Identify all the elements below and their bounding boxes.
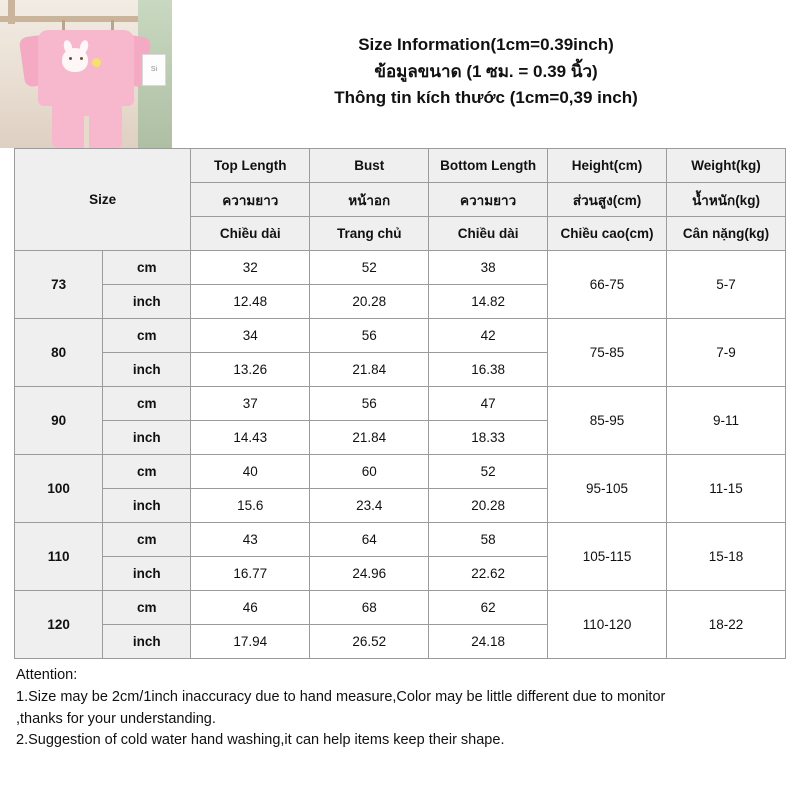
bust-inch: 26.52: [310, 625, 429, 659]
weight-range: 11-15: [667, 455, 786, 523]
top-length-cm: 40: [191, 455, 310, 489]
bust-cm: 56: [310, 387, 429, 421]
bottom-length-inch: 20.28: [429, 489, 548, 523]
attention-line-2: ,thanks for your understanding.: [16, 710, 216, 727]
bottom-length-cm: 47: [429, 387, 548, 421]
weight-range: 7-9: [667, 319, 786, 387]
bunny-eye-right: [80, 57, 83, 60]
bottom-length-inch: 16.38: [429, 353, 548, 387]
unit-cm: cm: [103, 387, 191, 421]
attention-line-3: 2.Suggestion of cold water hand washing,it can help items keep their shape.: [16, 732, 505, 749]
title-block: [172, 0, 800, 148]
size-value: 73: [15, 251, 103, 319]
height-range: 105-115: [548, 523, 667, 591]
header-bust-en: Bust: [310, 149, 429, 183]
unit-inch: inch: [103, 489, 191, 523]
title-line-th: ข้อมูลขนาด (1 ซม. = 0.39 นิ้ว): [374, 61, 598, 81]
unit-inch: inch: [103, 285, 191, 319]
unit-cm: cm: [103, 591, 191, 625]
top-length-inch: 17.94: [191, 625, 310, 659]
bust-cm: 60: [310, 455, 429, 489]
title-line-vi: Thông tin kích thước (1cm=0,39 inch): [334, 88, 638, 108]
unit-cm: cm: [103, 455, 191, 489]
bottom-length-cm: 52: [429, 455, 548, 489]
height-range: 85-95: [548, 387, 667, 455]
table-header-row-en: [15, 149, 786, 183]
top-length-inch: 15.6: [191, 489, 310, 523]
size-column-header: Size: [15, 149, 191, 251]
product-photo: [0, 0, 172, 148]
bottom-length-cm: 58: [429, 523, 548, 557]
header-weight-vi: Cân nặng(kg): [667, 217, 786, 251]
bust-cm: 52: [310, 251, 429, 285]
hang-tag: Si: [142, 54, 166, 86]
height-range: 66-75: [548, 251, 667, 319]
bust-inch: 21.84: [310, 353, 429, 387]
header-area: [0, 0, 800, 148]
bottom-length-cm: 62: [429, 591, 548, 625]
top-length-cm: 34: [191, 319, 310, 353]
weight-range: 5-7: [667, 251, 786, 319]
table-row: [15, 591, 786, 625]
bottom-length-inch: 24.18: [429, 625, 548, 659]
table-row: [15, 251, 786, 285]
bust-cm: 56: [310, 319, 429, 353]
header-bottom-length-en: Bottom Length: [429, 149, 548, 183]
weight-range: 18-22: [667, 591, 786, 659]
size-value: 110: [15, 523, 103, 591]
header-height-vi: Chiều cao(cm): [548, 217, 667, 251]
header-weight-th: น้ำหนัก(kg): [667, 183, 786, 217]
unit-inch: inch: [103, 625, 191, 659]
header-bottom-length-th: ความยาว: [429, 183, 548, 217]
bottom-length-inch: 18.33: [429, 421, 548, 455]
bottom-length-cm: 42: [429, 319, 548, 353]
height-range: 75-85: [548, 319, 667, 387]
weight-range: 15-18: [667, 523, 786, 591]
weight-range: 9-11: [667, 387, 786, 455]
top-length-cm: 32: [191, 251, 310, 285]
header-height-en: Height(cm): [548, 149, 667, 183]
pants-leg-gap: [84, 116, 89, 148]
size-value: 100: [15, 455, 103, 523]
header-weight-en: Weight(kg): [667, 149, 786, 183]
unit-cm: cm: [103, 319, 191, 353]
top-length-inch: 16.77: [191, 557, 310, 591]
table-row: [15, 455, 786, 489]
size-value: 90: [15, 387, 103, 455]
bust-inch: 20.28: [310, 285, 429, 319]
table-row: [15, 387, 786, 421]
top-length-cm: 46: [191, 591, 310, 625]
size-table: [14, 148, 786, 659]
bunny-eye-left: [69, 57, 72, 60]
top-length-cm: 37: [191, 387, 310, 421]
bunny-face-print: [62, 48, 88, 72]
bust-cm: 64: [310, 523, 429, 557]
bust-inch: 23.4: [310, 489, 429, 523]
header-bottom-length-vi: Chiều dài: [429, 217, 548, 251]
header-height-th: ส่วนสูง(cm): [548, 183, 667, 217]
header-top-length-en: Top Length: [191, 149, 310, 183]
flower-print: [92, 58, 101, 67]
bottom-length-inch: 14.82: [429, 285, 548, 319]
bust-inch: 24.96: [310, 557, 429, 591]
table-row: [15, 523, 786, 557]
height-range: 95-105: [548, 455, 667, 523]
unit-cm: cm: [103, 523, 191, 557]
size-value: 80: [15, 319, 103, 387]
table-row: [15, 319, 786, 353]
unit-cm: cm: [103, 251, 191, 285]
unit-inch: inch: [103, 353, 191, 387]
attention-block: [0, 659, 800, 752]
header-bust-th: หน้าอก: [310, 183, 429, 217]
attention-line-1: 1.Size may be 2cm/1inch inaccuracy due to hand measure,Color may be little different due to monitor: [16, 688, 666, 705]
top-length-inch: 14.43: [191, 421, 310, 455]
top-length-inch: 13.26: [191, 353, 310, 387]
bust-inch: 21.84: [310, 421, 429, 455]
clothes-rail-post: [8, 0, 15, 24]
size-value: 120: [15, 591, 103, 659]
header-bust-vi: Trang chủ: [310, 217, 429, 251]
header-top-length-th: ความยาว: [191, 183, 310, 217]
header-top-length-vi: Chiều dài: [191, 217, 310, 251]
bottom-length-inch: 22.62: [429, 557, 548, 591]
top-length-inch: 12.48: [191, 285, 310, 319]
attention-heading: Attention:: [16, 667, 78, 683]
bottom-length-cm: 38: [429, 251, 548, 285]
height-range: 110-120: [548, 591, 667, 659]
bust-cm: 68: [310, 591, 429, 625]
title-line-en: Size Information(1cm=0.39inch): [358, 35, 614, 55]
top-length-cm: 43: [191, 523, 310, 557]
unit-inch: inch: [103, 557, 191, 591]
unit-inch: inch: [103, 421, 191, 455]
